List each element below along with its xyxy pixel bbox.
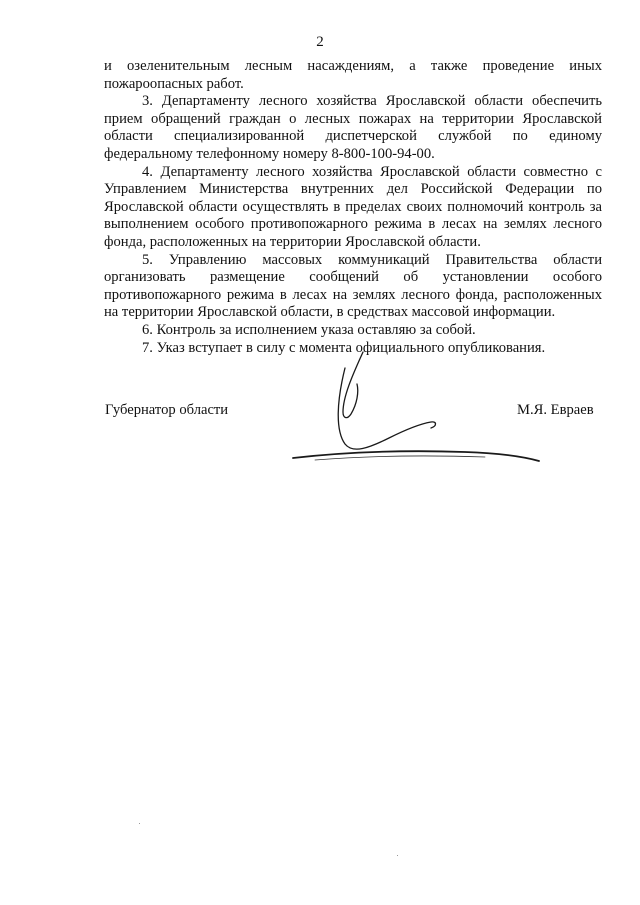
paragraph-item-7: 7. Указ вступает в силу с момента официального опубликования. [142, 339, 546, 356]
signatory-title: Губернатор области [105, 402, 229, 418]
paragraph-continuation: и озеленительным лесным насаждениям, а также проведение иных пожароопасных работ. [104, 58, 602, 92]
paragraph-item-4: 4. Департаменту лесного хозяйства Ярославской области совместно с Управлением Министерства внутренних дел Российской Федерации по Ярославской области осуществлять в пределах своих полномочий контроль за выполнением особого противопожарного режима в лесах на землях лесного фонда, расположенных на территории Ярославской области. [104, 163, 602, 250]
decree-body [104, 58, 602, 357]
paragraph-item-3: 3. Департаменту лесного хозяйства Ярославской области обеспечить прием обращений граждан о лесных пожарах на территории Ярославской области специализированной диспетчерской службой по единому федеральному телефонному номеру 8-800-100-94-00. [104, 93, 602, 162]
scan-speck [139, 823, 140, 824]
handwritten-signature [285, 340, 545, 470]
paragraph-item-6: 6. Контроль за исполнением указа оставляю за собой. [142, 321, 476, 338]
scan-speck [397, 855, 398, 856]
paragraph-item-5: 5. Управлению массовых коммуникаций Правительства области организовать размещение сообщений об установлении особого противопожарного режима в лесах на землях лесного фонда, расположенных на территории Ярославской области, в средствах массовой информации. [104, 251, 602, 321]
signatory-name: М.Я. Евраев [517, 402, 594, 418]
page-number: 2 [316, 34, 324, 50]
